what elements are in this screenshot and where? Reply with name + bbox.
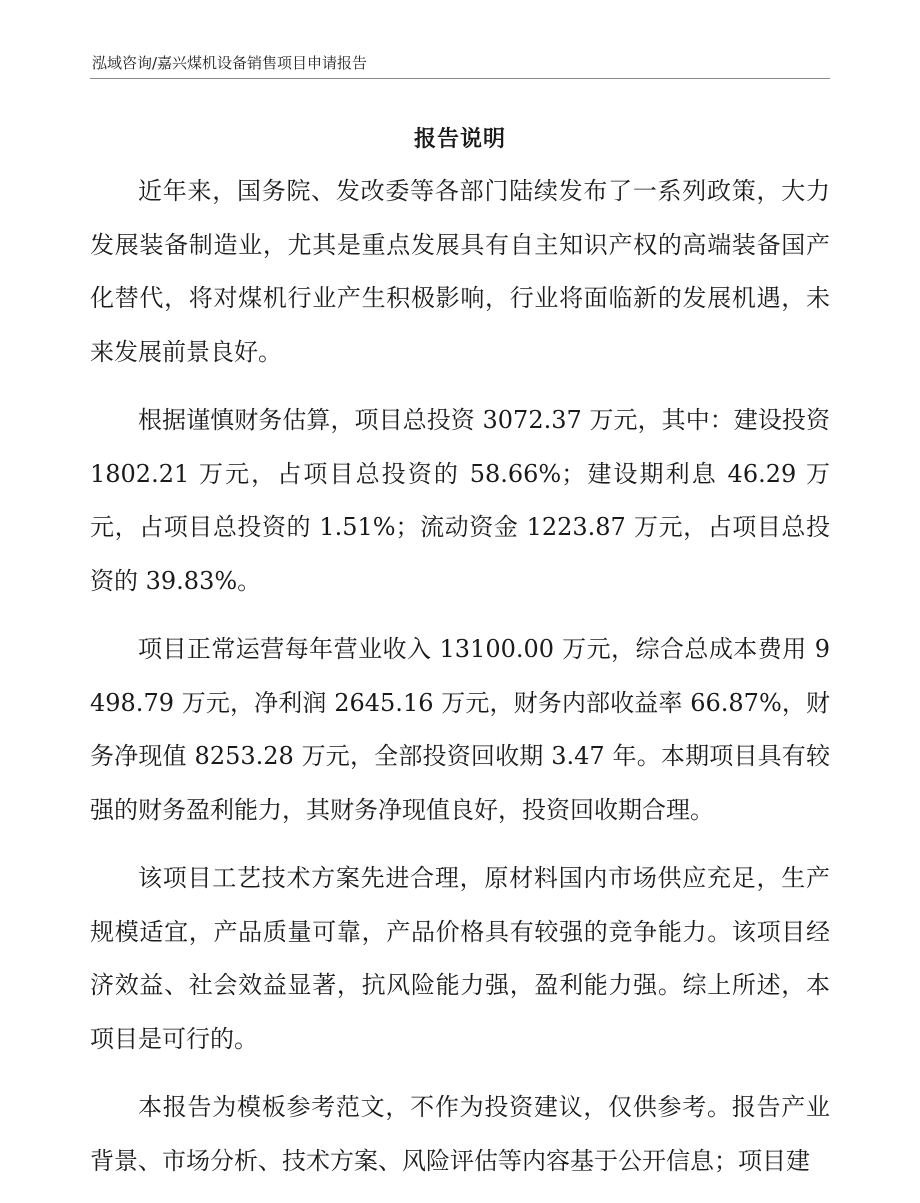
section-title: 报告说明 [413, 127, 506, 152]
running-header: 泓域咨询/嘉兴煤机设备销售项目申请报告 [92, 54, 368, 72]
paragraph-policy: 近年来，国务院、发改委等各部门陆续发布了一系列政策，大力发展装备制造业，尤其是重点发展具有自主知识产权的高端装备国产化替代，将对煤机行业产生积极影响，行业将面临新的发展机遇，未来发展前景良好。 [90, 177, 830, 366]
paragraph-investment: 根据谨慎财务估算，项目总投资 3072.37 万元，其中：建设投资 1802.21 万元，占项目总投资的 58.66%；建设期利息 46.29 万元，占项目总投资的 1.51%；流动资金 1223.87 万元，占项目总投资的 39.83%。 [90, 406, 830, 595]
header-divider [90, 78, 830, 79]
paragraph-financials: 项目正常运营每年营业收入 13100.00 万元，综合总成本费用 9498.79 万元，净利润 2645.16 万元，财务内部收益率 66.87%，财务净现值 8253.28 万元，全部投资回收期 3.47 年。本期项目具有较强的财务盈利能力，其财务净现值良好，投资回收期合理。 [90, 635, 830, 824]
paragraph-feasibility: 该项目工艺技术方案先进合理，原材料国内市场供应充足，生产规模适宜，产品质量可靠，产品价格具有较强的竞争能力。该项目经济效益、社会效益显著，抗风险能力强，盈利能力强。综上所述，本项目是可行的。 [90, 864, 830, 1053]
paragraph-disclaimer: 本报告为模板参考范文，不作为投资建议，仅供参考。报告产业背景、市场分析、技术方案、风险评估等内容基于公开信息；项目建 [90, 1093, 830, 1175]
body-text [90, 165, 830, 1203]
